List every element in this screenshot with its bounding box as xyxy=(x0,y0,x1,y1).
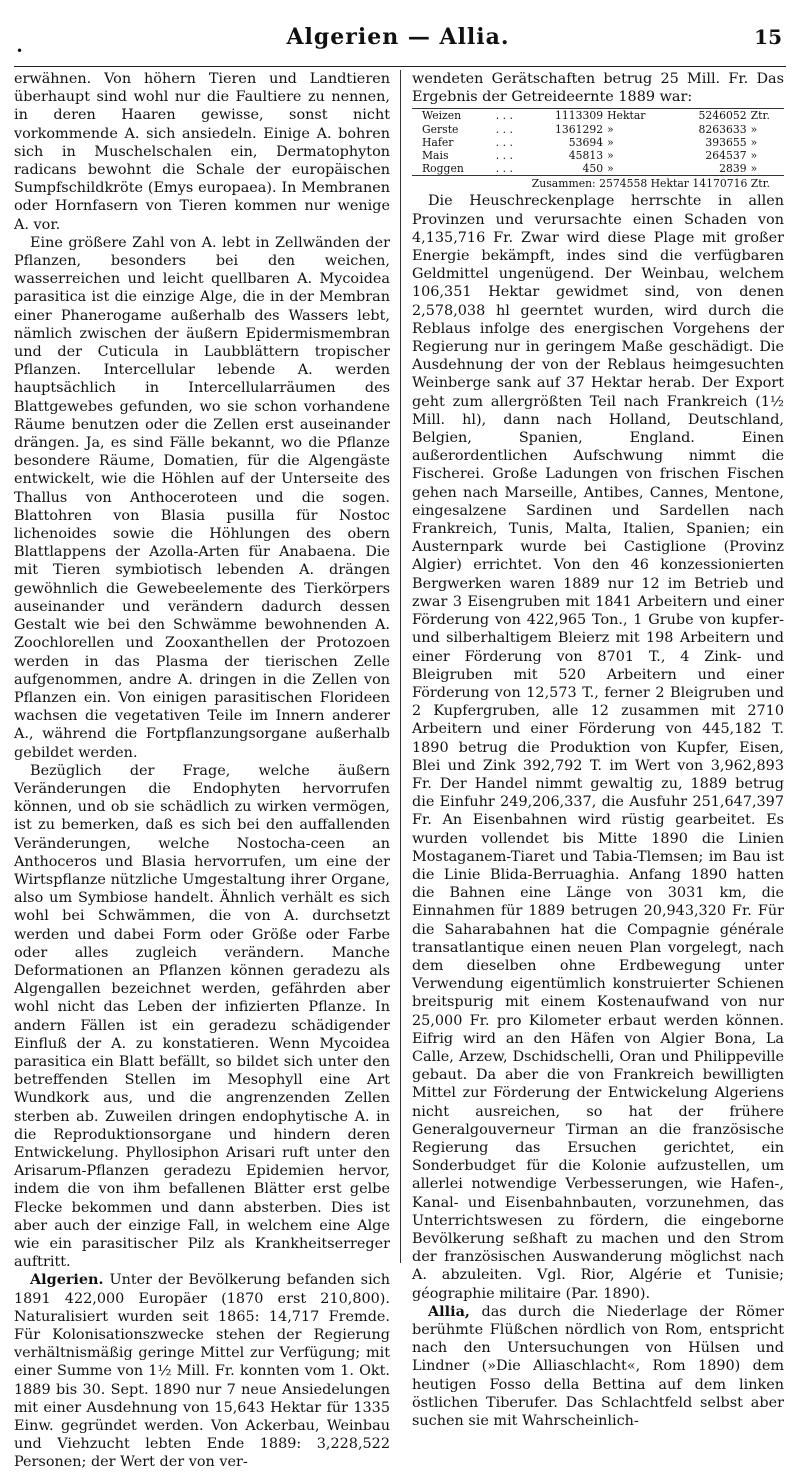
quintals-value: 2839 xyxy=(669,162,748,176)
harvest-total: Zusammen: 2574558 Hektar 14170716 Ztr. xyxy=(531,177,770,191)
paragraph-changes: Bezüglich der Frage, welche äußern Veränderungen die Endophyten hervorrufen können, und ob sie schädlich zu wirken vermögen, ist zu bemerken, daß es sich bei den auffallenden Veränderungen, welche Nostocha-ceen an Anthoceros und Blasia hervorrufen, um eine der Wirtspflanze nützliche Umgestaltung ihrer Organe, also um Symbiose handelt. Ähnlich verhält es sich wohl bei Schwämmen, die von A. durchsetzt werden und dabei Form oder Größe oder Farbe oder alles zugleich verändern. Manche Deformationen an Pflanzen können geradezu als Algengallen bezeichnet werden, gefährden aber wohl nicht das Leben der infizierten Pflanze. In andern Fällen ist ein geradezu schädigender Einfluß der A. zu konstatieren. Wenn Mycoidea parasitica ein Blatt befällt, so bildet sich unter den betreffenden Stellen im Mesophyll eine Art Wundkork aus, und die angrenzenden Zellen sterben ab. Zuweilen dringen endophytische A. in die Reproduktionsorgane und hindern deren Entwickelung. Phyllosiphon Arisari ruft unter den Arisarum-Pflanzen geradezu Epidemien hervor, indem die von ihm befallenen Blätter erst gelbe Flecke bekommen und dann absterben. Dies ist aber auch der einzige Fall, in welchem eine Alge wie ein parasitischer Pilz als Krankheitserreger auftritt. xyxy=(14,762,390,1271)
quintals-value: 8263633 xyxy=(698,122,747,136)
hectares-value: 53694 xyxy=(568,135,604,149)
hectares-value: 450 xyxy=(526,162,605,176)
quintals-unit: » xyxy=(750,122,758,136)
page-number: 15 xyxy=(754,25,782,49)
hectares-unit: Hektar xyxy=(605,109,669,123)
quintals-value: 5246052 xyxy=(669,109,748,123)
running-title: Algerien — Allia. xyxy=(286,24,510,50)
quintals-unit: » xyxy=(750,135,758,149)
row-dots: . . . xyxy=(495,149,513,163)
header-dot: • xyxy=(16,44,24,58)
harvest-row xyxy=(412,162,784,176)
harvest-row xyxy=(412,123,784,136)
row-dots: . . . xyxy=(494,109,526,123)
row-dots: . . . xyxy=(495,122,513,136)
left-column xyxy=(14,70,390,1472)
crop-name: Roggen xyxy=(412,162,494,176)
header-rule xyxy=(14,66,786,67)
row-dots: . . . xyxy=(494,162,526,176)
crop-name: Gerste xyxy=(422,122,459,136)
harvest-table xyxy=(412,108,784,176)
quintals-unit: » xyxy=(750,149,758,163)
quintals-unit: Ztr. xyxy=(749,109,784,123)
hectares-unit: » xyxy=(607,135,614,149)
paragraph-economy: Die Heuschreckenplage herrschte in allen Provinzen und verursachte einen Schaden von 4,135,716 Fr. Zwar wird diese Plage mit großer Energie bekämpft, indes sind die verfügbaren Geldmittel ungenügend. Der Weinbau, welchem 106,351 Hektar gewidmet sind, von denen 2,578,038 hl geerntet wurden, wird durch die Reblaus infolge des energischen Vorgehens der Regierung nur in geringem Maße geschädigt. Die Ausdehnung der von der Reblaus heimgesuchten Weinberge sank auf 37 Hektar herab. Der Export geht zum allergrößten Teil nach Frankreich (1½ Mill. hl), dann nach Holland, Deutschland, Belgien, Spanien, England. Einen außerordentlichen Aufschwung nimmt die Fischerei. Große Ladungen von frischen Fischen gehen nach Marseille, Antibes, Cannes, Mentone, eingesalzene Sardinen und Sardellen nach Frankreich, Tunis, Malta, Italien, Spanien; ein Austernpark wurde bei Castiglione (Provinz Algier) errichtet. Von den 46 konzessionierten Bergwerken waren 1889 nur 12 im Betrieb und zwar 3 Eisengruben mit 1841 Arbeitern und einer Förderung von 422,965 Ton., 1 Grube von kupfer- und silberhaltigem Bleierz mit 198 Arbeitern und einer Förderung von 8701 T., 4 Zink- und Bleigruben mit 520 Arbeitern und einer Förderung von 12,573 T., ferner 2 Bleigruben und 2 Kupfergruben, alle 12 zusammen mit 2710 Arbeitern und einer Förderung von 445,182 T. 1890 betrug die Produktion von Kupfer, Eisen, Blei und Zink 392,792 T. im Wert von 3,962,893 Fr. Der Handel nimmt gewaltig zu, 1889 betrug die Einfuhr 249,206,337, die Ausfuhr 251,647,397 Fr. An Eisenbahnen wird rüstig gearbeitet. Es wurden vollendet bis Mitte 1890 die Linien Mostaganem-Tiaret und Tabia-Tlemsen; im Bau ist die Linie Blida-Berruaghia. Anfang 1890 hatten die Bahnen eine Länge von 3031 km, die Einnahmen für 1889 betrugen 20,943,320 Fr. Für die Saharabahnen hat die Compagnie générale transatlantique einen neuen Plan vorgelegt, nach dem dieselben ohne Erdbewegung unter Verwendung eigentümlich konstruierter Schienen breitspurig mit einem Kostenaufwand von nur 25,000 Fr. pro Kilometer erbaut werden können. Eifrig wird an den Häfen von Algier Bona, La Calle, Arzew, Dschidschelli, Oran und Philippeville gebaut. Da aber die von Frankreich bewilligten Mittel zur Förderung der Entwickelung Algeriens nicht ausreichen, so hat der frühere Generalgouverneur Tirman an die französische Regierung das Ersuchen gerichtet, ein Sonderbudget für die Kolonie aufzustellen, um allerlei notwendige Verbesserungen, wie Hafen-, Kanal- und Eisenbahnbauten, vorzunehmen, das Unterrichtswesen zu fördern, die eingeborne Bevölkerung seßhaft zu machen und den Strom der französischen Auswanderung möglichst nach A. abzuleiten. Vgl. Rior, Algérie et Tunisie; géographie militaire (Par. 1890). xyxy=(412,193,784,1302)
hectares-value: 1361292 xyxy=(555,122,604,136)
crop-name: Hafer xyxy=(422,135,454,149)
entry-text: Unter der Bevölkerung befanden sich 1891 422,000 Europäer (1870 erst 210,800). Naturalisiert wurden seit 1865: 14,717 Fremde. Für Kolonisationszwecke stehen der Regierung verhältnismäßig geringe Mittel zur Verfügung; mit einer Summe von 1½ Mill. Fr. konnten vom 1. Okt. 1889 bis 30. Sept. 1890 nur 7 neue Ansiedelungen mit einer Ausdehnung von 15,643 Hektar für 1335 Einw. gegründet werden. Von Ackerbau, Weinbau und Viehzucht lebten Ende 1889: 3,228,522 Personen; der Wert der von ver- xyxy=(14,1272,390,1471)
column-divider xyxy=(400,70,401,1263)
hectares-value: 1113309 xyxy=(526,109,605,123)
paragraph-continuation: wendeten Gerätschaften betrug 25 Mill. Fr. Das Ergebnis der Getreideernte 1889 war: xyxy=(412,71,784,106)
entry-algerien xyxy=(14,1271,390,1471)
harvest-row xyxy=(412,149,784,162)
harvest-row xyxy=(412,136,784,149)
hectares-unit: » xyxy=(607,122,614,136)
right-column xyxy=(412,70,784,1430)
quintals-unit: » xyxy=(749,162,784,176)
paragraph-endophytes: Eine größere Zahl von A. lebt in Zellwänden der Pflanzen, besonders bei den weichen, wasserreichen und leicht quellbaren A. Mycoidea parasitica ist die einzige Alge, die in der Membran einer Phanerogame außerhalb des Wassers lebt, nämlich zwischen der äußern Epidermismembran und der Cuticula in Laubblättern tropischer Pflanzen. Intercellular lebende A. werden hauptsächlich in Intercellularräumen des Blattgewebes gefunden, wo sie schon vorhandene Räume benutzen oder die Zellen erst auseinander drängen. Ja, es sind Fälle bekannt, wo die Pflanze besondere Räume, Domatien, für die Algengäste entwickelt, wie die Höhlen auf der Unterseite des Thallus von Anthoceroteen und die sogen. Blattohren von Blasia pusilla für Nostoc lichenoides sowie die Höhlungen des obern Blattlappens der Azolla-Arten für Anabaena. Die mit Tieren symbiotisch lebenden A. drängen gewöhnlich die Gewebeelemente des Tierkörpers auseinander und verändern dadurch dessen Gestalt wie bei den Schwämme bewohnenden A. Zoochlorellen und Zooxanthellen der Protozoen werden in das Plasma der tierischen Zelle aufgenommen, andre A. dringen in die Zellen von Pflanzen ein. Von einigen parasitischen Florideen wachsen die vegetativen Teile im Innern anderer A., während die Fortpflanzungsorgane außerhalb gebildet werden. xyxy=(14,234,390,761)
crop-name: Mais xyxy=(422,149,449,163)
paragraph-continuation: erwähnen. Von höhern Tieren und Landtieren überhaupt sind wohl nur die Faultiere zu nennen, in deren Haaren gewisse, sonst nicht vorkommende A. sich ansiedeln. Einige A. bohren sich in Muschelschalen ein, Dermatophyton radicans bewohnt die Schale der europäischen Sumpfschildkröte (Emys europaea). In Membranen oder Hornfasern von Tieren kommen nur wenige A. vor. xyxy=(14,71,390,233)
row-dots: . . . xyxy=(495,135,513,149)
page-header xyxy=(14,24,782,58)
hectares-unit: » xyxy=(607,149,614,163)
entry-headword: Algerien. xyxy=(30,1271,104,1289)
hectares-unit: » xyxy=(605,162,669,176)
crop-name: Weizen xyxy=(412,109,494,123)
quintals-value: 393655 xyxy=(705,135,747,149)
entry-allia xyxy=(412,1303,784,1430)
harvest-row xyxy=(412,109,784,123)
quintals-value: 264537 xyxy=(705,149,747,163)
hectares-value: 45813 xyxy=(568,149,604,163)
entry-text: das durch die Niederlage der Römer berühmte Flüßchen nördlich von Rom, entspricht nach den Untersuchungen von Hülsen und Lindner (»Die Alliaschlacht«, Rom 1890) dem heutigen Fosso della Bettina auf dem linken östlichen Tiberufer. Das Schlachtfeld selbst aber suchen sie mit Wahrscheinlich- xyxy=(412,1303,784,1430)
entry-headword: Allia, xyxy=(428,1302,470,1320)
